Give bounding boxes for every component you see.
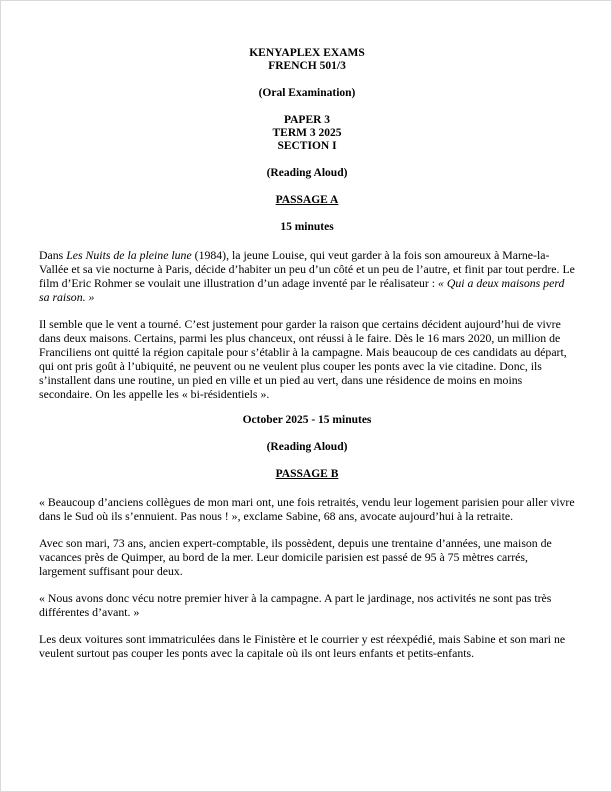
exam-type-block: [39, 87, 575, 100]
passage-a-paragraph-1: [39, 248, 575, 304]
term-label: TERM 3 2025: [272, 127, 342, 139]
passage-a-duration: 15 minutes: [280, 221, 334, 233]
passage-a-title-block: [39, 194, 575, 207]
activity-instruction: (Reading Aloud): [266, 167, 348, 179]
subject-code: FRENCH 501/3: [268, 60, 346, 72]
passage-a-p1-film-title: Les Nuits de la pleine lune: [66, 248, 192, 262]
exam-type: (Oral Examination): [258, 87, 356, 99]
passage-b-paragraph-3: « Nous avons donc vécu notre premier hiver à la campagne. A part le jardinage, nos activités ne sont pas très différentes d’avant. »: [39, 591, 552, 619]
paper-number: PAPER 3: [283, 114, 331, 126]
passage-b-title: PASSAGE B: [275, 468, 339, 480]
passage-a-title: PASSAGE A: [275, 194, 339, 206]
passage-b-paragraph-4: Les deux voitures sont immatriculées dans le Finistère et le courrier y est réexpédié, mais Sabine et son mari ne veulent surtout pas couper les ponts avec la capitale où ils ont leurs enfants et petits-enfants.: [39, 632, 566, 660]
passage-a-paragraph-2: Il semble que le vent a tourné. C’est justement pour garder la raison que certains décident aujourd’hui de vivre dans deux maisons. Certains, parmi les plus chanceux, ont réussi à le faire. Dès le 16 mars 2020, un million de Franciliens ont quitté la région capitale pour s’établir à la campagne. Mais beaucoup de ces candidats au départ, qui ont pris goût à l’ubiquité, ne peuvent ou ne veulent plus couper les ponts avec la vie citadine. Donc, ils s’installent dans une routine, un pied en ville et un pied au vert, dans une résidence de moins en moins secondaire. On les appelle les « bi-résidentiels ».: [39, 317, 567, 401]
passage-b-date-duration: October 2025 - 15 minutes: [242, 414, 372, 426]
passage-b-date-block: [39, 414, 575, 427]
passage-a-duration-block: [39, 221, 575, 234]
paper-info-block: [39, 114, 575, 153]
passage-b-activity-block: [39, 441, 575, 454]
passage-b-paragraph-1: « Beaucoup d’anciens collègues de mon mari ont, une fois retraités, vendu leur logement parisien pour aller vivre dans le Sud où ils s’ennuient. Pas nous ! », exclame Sabine, 68 ans, avocate aujourd’hui à la retraite.: [39, 495, 575, 523]
exam-board-title: KENYAPLEX EXAMS: [249, 47, 365, 59]
section-label: SECTION I: [277, 140, 337, 152]
exam-header-title-block: [39, 47, 575, 73]
passage-a-p1-text-continued: (1984), la jeune Louise, qui veut garder à la fois son amoureux à Marne-la-Vallée et sa vie nocturne à Paris, décide d’habiter un peu d’un côté et un peu de l’autre, et finit par tout perdre. Le film d’Eric Rohmer se voulait une illustration d’un adage inventé par le réalisateur :: [39, 248, 575, 290]
passage-b-title-block: [39, 468, 575, 481]
passage-a-p1-text: Dans: [39, 248, 67, 262]
passage-a-p1-quote: « Qui a deux maisons perd sa raison. »: [39, 276, 565, 304]
passage-b-activity: (Reading Aloud): [266, 441, 348, 453]
activity-block: [39, 167, 575, 180]
passage-b-paragraph-2: Avec son mari, 73 ans, ancien expert-comptable, ils possèdent, depuis une trentaine d’années, une maison de vacances près de Quimper, au bord de la mer. Leur domicile parisien est passé de 95 à 75 mètres carrés, largement suffisant pour deux.: [39, 536, 552, 578]
